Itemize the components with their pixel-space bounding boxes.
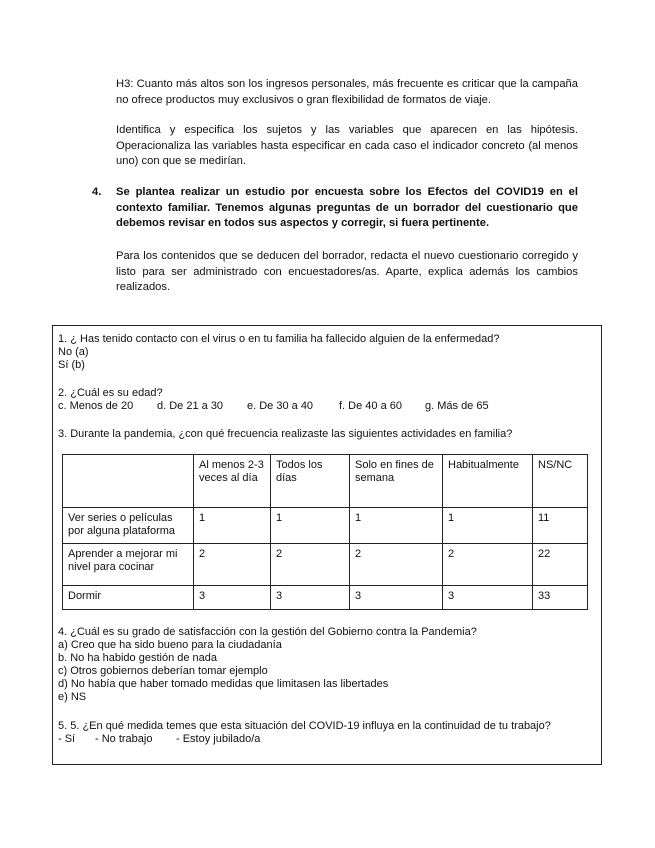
q5-option: - Sí <box>58 733 76 745</box>
table-cell: 2 <box>350 544 443 586</box>
table-cell: 22 <box>533 544 588 586</box>
table-cell: 2 <box>194 544 271 586</box>
item-4-statement: Se plantea realizar un estudio por encuesta sobre los Efectos del COVID19 en el contexto familiar. Tenemos algunas preguntas de un borrador del cuestionario que debemos revisar en todos sus aspectos y corregir, si fuera pertinente. <box>116 186 578 229</box>
table-header-cell: Al menos 2-3 veces al día <box>194 455 271 508</box>
q4-option: c) Otros gobiernos deberían tomar ejemplo <box>58 665 268 677</box>
table-cell: 11 <box>533 508 588 544</box>
table-cell: 33 <box>533 586 588 610</box>
questionnaire-box <box>52 325 602 765</box>
table-cell: 1 <box>350 508 443 544</box>
identify-instructions: Identifica y especifica los sujetos y las variables que aparecen en las hipótesis. Operacionaliza las variables hasta especificar en cada caso el indicador concreto (al menos uno) con que se medirían. <box>116 124 578 167</box>
q4-option: e) NS <box>58 691 87 703</box>
table-cell: Ver series o películas por alguna plataforma <box>63 508 194 544</box>
table-header-cell: Solo en fines de semana <box>350 455 443 508</box>
table-header-row <box>63 455 588 508</box>
q4-option: a) Creo que ha sido bueno para la ciudadanía <box>58 639 282 651</box>
table-cell: 1 <box>443 508 533 544</box>
table-header-cell: Todos los días <box>271 455 350 508</box>
q2-option: f. De 40 a 60 <box>339 400 402 412</box>
q1-question: 1. ¿ Has tenido contacto con el virus o en tu familia ha fallecido alguien de la enfermedad? <box>58 333 500 345</box>
table-cell: 3 <box>350 586 443 610</box>
q1-option: Sí (b) <box>58 359 85 371</box>
q4-option: b. No ha habido gestión de nada <box>58 652 218 664</box>
q2-option: e. De 30 a 40 <box>247 400 314 412</box>
table-cell: 2 <box>443 544 533 586</box>
table-row <box>63 586 588 610</box>
q2-option: c. Menos de 20 <box>58 400 134 412</box>
table-cell: Aprender a mejorar mi nivel para cocinar <box>63 544 194 586</box>
item-4-instructions: Para los contenidos que se deducen del borrador, redacta el nuevo cuestionario corregido y listo para ser administrado con encuestadores/as. Aparte, explica además los cambios realizados. <box>116 250 578 293</box>
q4-question: 4. ¿Cuál es su grado de satisfacción con la gestión del Gobierno contra la Pandemia? <box>58 626 477 638</box>
q3-question: 3. Durante la pandemia, ¿con qué frecuencia realizaste las siguientes actividades en familia? <box>58 428 513 440</box>
table-cell: 3 <box>443 586 533 610</box>
table-cell: Dormir <box>63 586 194 610</box>
table-cell: 1 <box>271 508 350 544</box>
q3-frequency-table <box>62 454 588 610</box>
table-cell: 3 <box>271 586 350 610</box>
hypothesis-h3: H3: Cuanto más altos son los ingresos personales, más frecuente es criticar que la campaña no ofrece productos muy exclusivos o gran flexibilidad de formatos de viaje. <box>116 78 578 106</box>
table-header-cell: NS/NC <box>533 455 588 508</box>
q2-option: d. De 21 a 30 <box>157 400 224 412</box>
q5-option: - Estoy jubilado/a <box>176 733 261 745</box>
table-header-cell: Habitualmente <box>443 455 533 508</box>
q2-question: 2. ¿Cuál es su edad? <box>58 387 163 399</box>
q5-question: 5. 5. ¿En qué medida temes que esta situación del COVID-19 influya en la continuidad de tu trabajo? <box>58 720 551 732</box>
q4-option: d) No había que haber tomado medidas que limitasen las libertades <box>58 678 389 690</box>
q5-option: - No trabajo <box>95 733 153 745</box>
q1-option: No (a) <box>58 346 89 358</box>
table-row <box>63 508 588 544</box>
table-header-cell <box>63 455 194 508</box>
q2-option: g. Más de 65 <box>425 400 489 412</box>
table-cell: 3 <box>194 586 271 610</box>
table-cell: 1 <box>194 508 271 544</box>
table-cell: 2 <box>271 544 350 586</box>
item-4-number: 4. <box>92 186 102 198</box>
table-row <box>63 544 588 586</box>
